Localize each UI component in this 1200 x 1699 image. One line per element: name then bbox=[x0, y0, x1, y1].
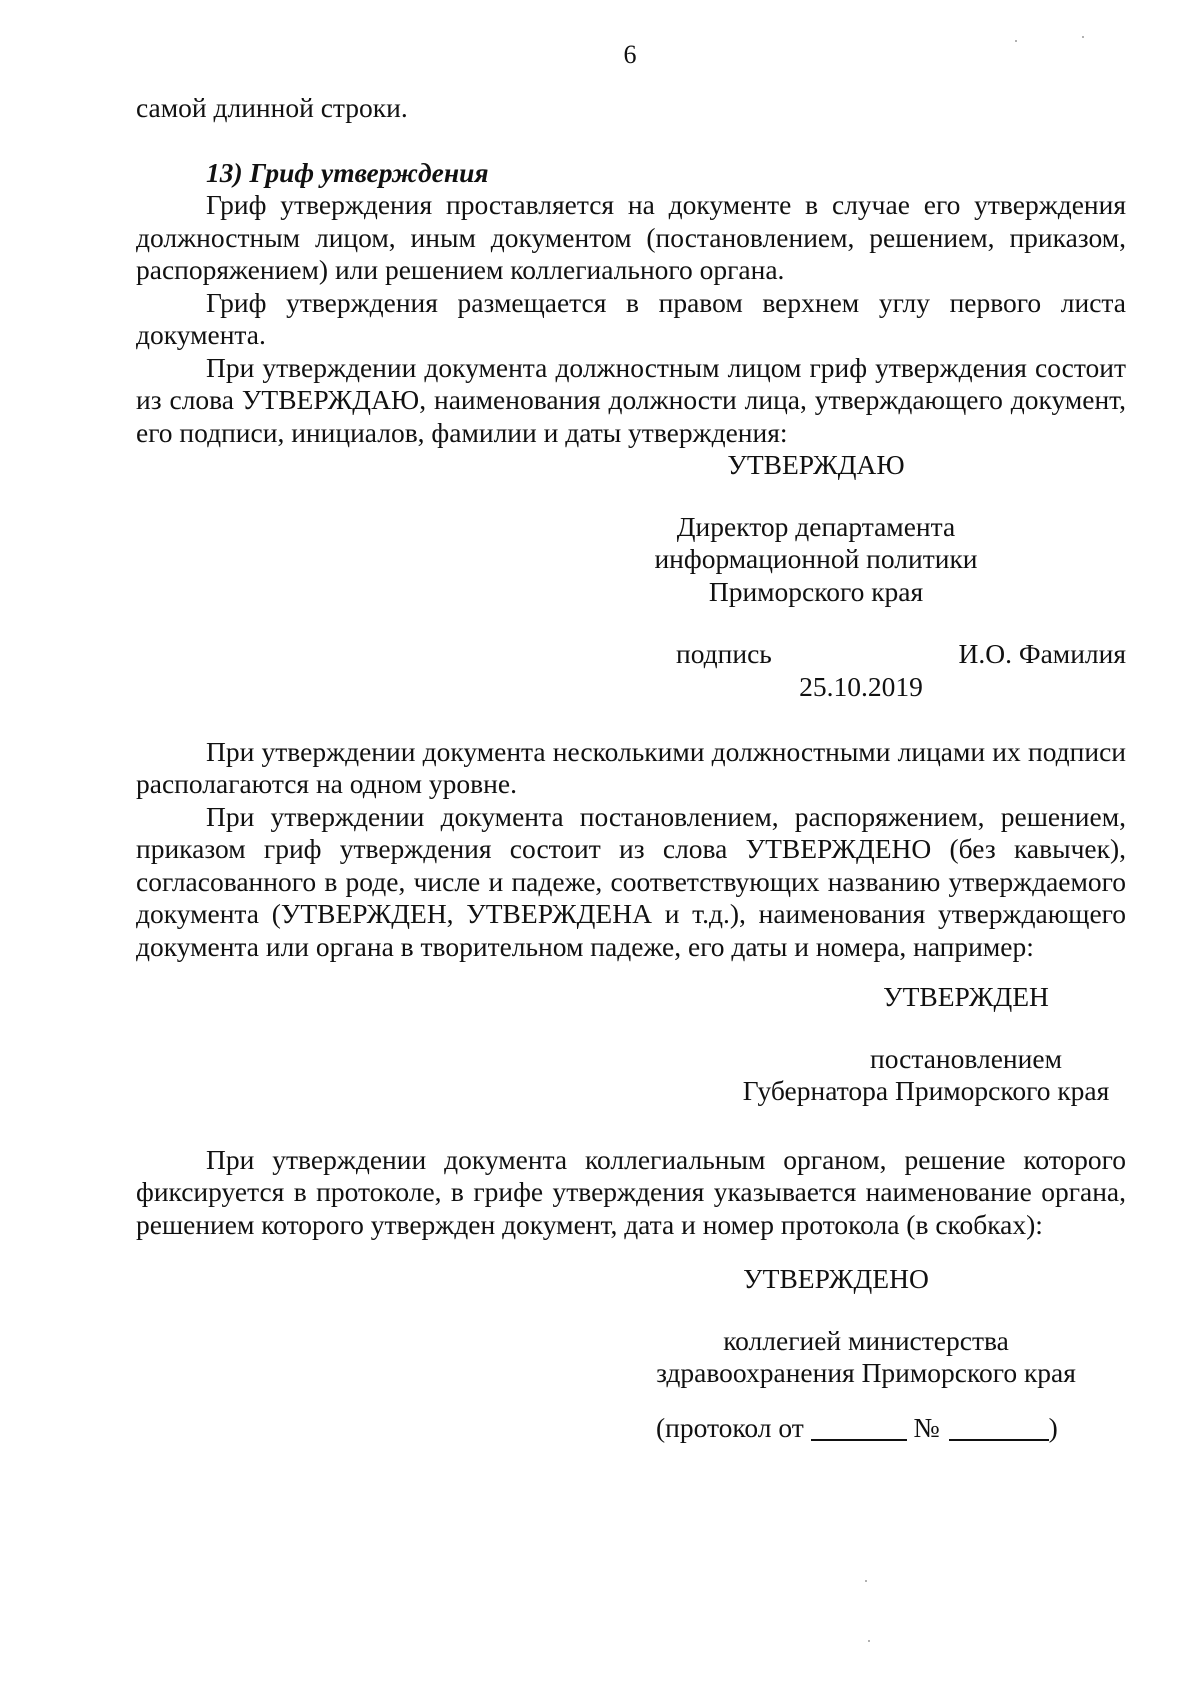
paragraph-3: При утверждении документа должностным лицом гриф утверждения состоит из слова УТВЕРЖДАЮ, наименования должности лица, утверждающего документ, его подписи, инициалов, фамилии и даты утверждения: bbox=[136, 351, 1126, 448]
approval-stamp-2-line-1: постановлением bbox=[870, 1042, 1062, 1074]
paragraph-6: При утверждении документа коллегиальным органом, решение которого фиксируется в протоколе, в грифе утверждения указывается наименование органа, решением которого утвержден документ, дата и номер протокола (в скобках): bbox=[136, 1143, 1126, 1240]
paragraph-1: Гриф утверждения проставляется на документе в случае его утверждения должностным лицом, иным документом (постановлением, решением, приказом, распоряжением) или решением коллегиального органа. bbox=[136, 189, 1126, 285]
approval-stamp-1-line-2: информационной политики bbox=[654, 543, 978, 574]
protocol-open: (протокол от bbox=[656, 1411, 804, 1443]
protocol-close: ) bbox=[1048, 1411, 1058, 1443]
protocol-line bbox=[656, 1412, 1126, 1445]
approval-stamp-2 bbox=[726, 963, 1126, 1108]
protocol-date-blank bbox=[811, 1413, 907, 1441]
section-heading: 13) Гриф утверждения bbox=[206, 156, 489, 188]
protocol-number-sign: № bbox=[913, 1411, 940, 1443]
page-number: 6 bbox=[623, 40, 637, 69]
signature-row bbox=[676, 638, 1126, 671]
page-content bbox=[136, 92, 1126, 1444]
approval-stamp-1-line-3: Приморского края bbox=[708, 575, 924, 607]
approval-stamp-1-line-1: Директор департамента bbox=[676, 510, 956, 542]
paragraph-2: Гриф утверждения размещается в правом верхнем углу первого листа документа. bbox=[136, 286, 1126, 350]
paragraph-5: При утверждении документа постановлением, распоряжением, решением, приказом гриф утверждения состоит из слова УТВЕРЖДЕНО (без кавычек), согласованного в роде, числе и падеже, соответствующих названию утверждаемого документа (УТВЕРЖДЕН, УТВЕРЖДЕНА и т.д.), наименования утверждающего документа или органа в творительном падеже, его даты и номера, например: bbox=[136, 800, 1126, 962]
approval-date: 25.10.2019 bbox=[799, 671, 923, 702]
signature-label: подпись bbox=[676, 638, 772, 669]
approval-stamp-3-title: УТВЕРЖДЕНО bbox=[743, 1263, 929, 1294]
approval-stamp-3 bbox=[656, 1241, 1126, 1444]
approval-stamp-2-line-2: Губернатора Приморского края bbox=[742, 1075, 1110, 1106]
approval-stamp-2-title: УТВЕРЖДЕН bbox=[883, 981, 1049, 1012]
scan-speck bbox=[1082, 36, 1084, 38]
protocol-number-blank bbox=[949, 1413, 1049, 1441]
approval-stamp-1 bbox=[654, 449, 1096, 608]
approval-stamp-3-line-2: здравоохранения Приморского края bbox=[656, 1357, 1076, 1388]
approval-stamp-1-title: УТВЕРЖДАЮ bbox=[727, 449, 905, 480]
paragraph-4: При утверждении документа несколькими должностными лицами их подписи располагаются на одном уровне. bbox=[136, 735, 1126, 799]
scan-speck bbox=[865, 1580, 867, 1582]
scan-speck bbox=[1015, 40, 1017, 42]
intro-tail: самой длинной строки. bbox=[136, 92, 408, 123]
signer-name: И.О. Фамилия bbox=[958, 638, 1126, 669]
approval-stamp-3-line-1: коллегией министерства bbox=[723, 1324, 1009, 1356]
scan-speck bbox=[868, 1640, 870, 1642]
